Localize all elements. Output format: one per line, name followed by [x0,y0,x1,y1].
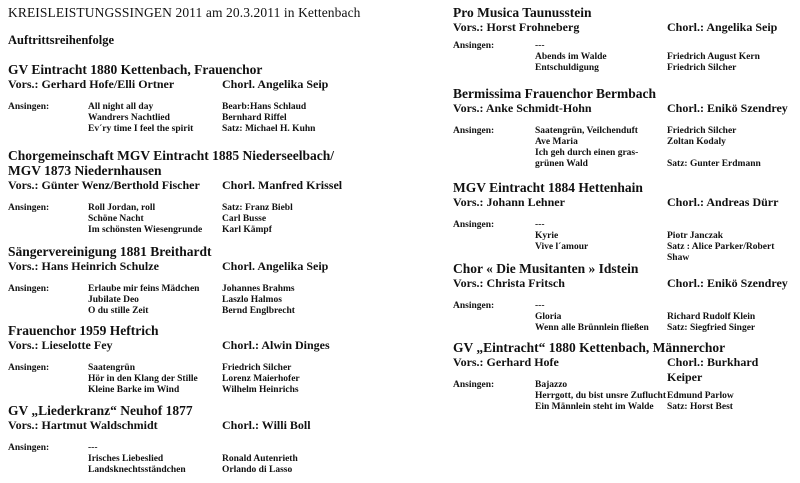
chair-person: Vors.: Günter Wenz/Berthold Fischer [8,178,200,192]
song-title: Ev´ry time I feel the spirit [88,124,194,134]
chair-person: Vors.: Anke Schmidt-Hohn [453,101,592,115]
song-title: Im schönsten Wiesengrunde [88,225,203,235]
song-row [8,113,392,124]
choir-director: Chorl. Angelika Seip [222,259,329,273]
song-row [8,225,392,236]
song-title: Herrgott, du bist unsre Zuflucht [535,391,666,401]
song-composer: Satz : Alice Parker/Robert Shaw [667,242,775,263]
song-title: Entschuldigung [535,63,599,73]
song-row [453,63,795,74]
song-title: All night all day [88,102,154,112]
choir-block [8,62,392,135]
song-composer: Richard Rudolf Klein [667,312,756,322]
ansingen-label: Ansingen: [453,220,495,230]
song-row [8,465,392,476]
song-row [8,454,392,465]
song-row [8,306,392,317]
choir-name: Frauenchor 1959 Heftrich [8,323,159,338]
chair-person: Vors.: Lieselotte Fey [8,338,113,352]
song-composer: Lorenz Maierhofer [222,374,300,384]
song-title: Jubilate Deo [88,295,139,305]
choir-name: MGV 1873 Niedernhausen [8,163,162,178]
song-row [453,242,795,263]
song-title: Saatengrün [88,363,135,373]
song-row [453,323,795,334]
choir-name: GV Eintracht 1880 Kettenbach, Frauenchor [8,62,263,77]
song-title: Irisches Liebeslied [88,454,164,464]
choir-block [453,180,795,263]
song-row [8,102,392,113]
song-row [453,231,795,242]
song-title: Wenn alle Brünnlein fließen [535,323,649,333]
choir-name: Sängervereinigung 1881 Breithardt [8,244,212,259]
song-title: Ein Männlein steht im Walde [535,402,654,412]
choir-name: Chor « Die Musitanten » Idstein [453,261,639,276]
choir-block [453,340,795,413]
song-composer: Friedrich Silcher [222,363,292,373]
song-composer: Friedrich August Kern [667,52,760,62]
director-row [453,276,795,291]
chair-person: Vors.: Hans Heinrich Schulze [8,259,159,273]
song-composer: Laszlo Halmos [222,295,282,305]
ansingen-label: Ansingen: [453,380,495,390]
song-row [8,295,392,306]
song-title: Kyrie [535,231,559,241]
director-row [8,259,392,274]
ansingen-label: Ansingen: [8,284,50,294]
song-title: --- [535,41,545,51]
song-composer: Zoltan Kodaly [667,137,726,147]
document-title: KREISLEISTUNGSSINGEN 2011 am 20.3.2011 in Kettenbach [8,5,361,20]
song-composer: Satz: Michael H. Kuhn [222,124,316,134]
choir-block [453,86,795,170]
director-row [453,20,795,35]
song-row [453,137,795,148]
song-composer: Friedrich Silcher [667,63,737,73]
ansingen-label: Ansingen: [8,203,50,213]
song-title: Gloria [535,312,562,322]
choir-block [453,5,795,74]
song-row [453,220,795,231]
choir-block [8,148,392,236]
song-composer: Orlando di Lasso [222,465,293,475]
choir-director: Chorl.: Alwin Dinges [222,338,330,352]
song-row [8,124,392,135]
song-title: Ich geh durch einen gras- [535,148,639,158]
song-title: Erlaube mir feins Mädchen [88,284,200,294]
song-title: Kleine Barke im Wind [88,385,180,395]
song-composer: Bernhard Riffel [222,113,287,123]
song-title: --- [535,301,545,311]
choir-director: Chorl.: Willi Boll [222,418,311,432]
song-row [453,402,795,413]
song-row [453,301,795,312]
choir-director: Chorl.: Andreas Dürr [667,195,779,209]
ansingen-label: Ansingen: [8,443,50,453]
song-composer: Carl Busse [222,214,267,224]
song-title: Hör in den Klang der Stille [88,374,198,384]
choir-director: Chorl.: Angelika Seip [667,20,778,34]
choir-director: Chorl.: Enikö Szendrey [667,276,788,290]
chair-person: Vors.: Horst Frohneberg [453,20,580,34]
choir-director: Chorl. Angelika Seip [222,77,329,91]
director-row [453,101,795,116]
song-row [453,159,795,170]
song-row [453,52,795,63]
choir-director: Chorl. Manfred Krissel [222,178,343,192]
song-title: --- [88,443,98,453]
director-row [453,195,795,210]
choir-block [8,244,392,317]
director-row [8,338,392,353]
director-row [453,355,795,384]
song-composer: Bernd Englbrecht [222,306,295,316]
song-row [453,312,795,323]
choir-director: Chorl.: Burkhard Keiper [667,355,759,384]
choir-block [8,323,392,396]
song-title: Abends im Walde [535,52,607,62]
song-title: Wandrers Nachtlied [88,113,170,123]
ansingen-label: Ansingen: [453,126,495,136]
song-row [8,284,392,295]
song-title: Landsknechtsständchen [88,465,186,475]
song-row [8,443,392,454]
song-composer: Johannes Brahms [222,284,295,294]
choir-block [453,261,795,334]
song-composer: Satz: Siegfried Singer [667,323,756,333]
chair-person: Vors.: Hartmut Waldschmidt [8,418,158,432]
song-composer: Bearb:Hans Schlaud [222,102,307,112]
director-row [8,418,392,433]
choir-name: MGV Eintracht 1884 Hettenhain [453,180,643,195]
song-title: Vive l´amour [535,242,589,252]
choir-block [8,403,392,476]
song-title: grünen Wald [535,159,588,169]
choir-director: Chorl.: Enikö Szendrey [667,101,788,115]
choir-name: GV „Eintracht“ 1880 Kettenbach, Männerchor [453,340,726,355]
choir-name: GV „Liederkranz“ Neuhof 1877 [8,403,193,418]
song-composer: Edmund Parlow [667,391,734,401]
song-row [453,41,795,52]
ansingen-label: Ansingen: [8,363,50,373]
choir-name: Pro Musica Taunusstein [453,5,592,20]
ansingen-label: Ansingen: [8,102,50,112]
song-row [453,148,795,159]
song-row [8,363,392,374]
song-composer: Satz: Franz Biebl [222,203,293,213]
ansingen-label: Ansingen: [453,301,495,311]
song-row [453,126,795,137]
song-row [8,214,392,225]
song-title: Schöne Nacht [88,214,144,224]
song-composer: Satz: Horst Best [667,402,733,412]
song-composer: Friedrich Silcher [667,126,737,136]
song-title: O du stille Zeit [88,306,149,316]
choir-name: Bermissima Frauenchor Bermbach [453,86,656,101]
song-row [8,374,392,385]
song-composer: Karl Kämpf [222,225,272,235]
chair-person: Vors.: Christa Fritsch [453,276,565,290]
song-composer: Satz: Gunter Erdmann [667,159,761,169]
song-title: Ave Maria [535,137,578,147]
choir-name: Chorgemeinschaft MGV Eintracht 1885 Niederseelbach/ [8,148,334,163]
song-row [453,391,795,402]
song-composer: Ronald Autenrieth [222,454,298,464]
song-composer: Piotr Janczak [667,231,724,241]
song-row [8,385,392,396]
director-row [8,77,392,92]
song-row [453,380,795,391]
song-title: Roll Jordan, roll [88,203,156,213]
chair-person: Vors.: Gerhard Hofe/Elli Ortner [8,77,175,91]
song-composer: Wilhelm Heinrichs [222,385,299,395]
director-row [8,178,392,193]
song-title: Bajazzo [535,380,568,390]
document-subtitle: Auftrittsreihenfolge [8,33,114,47]
chair-person: Vors.: Johann Lehner [453,195,565,209]
song-row [8,203,392,214]
song-title: --- [535,220,545,230]
song-title: Saatengrün, Veilchenduft [535,126,638,136]
ansingen-label: Ansingen: [453,41,495,51]
chair-person: Vors.: Gerhard Hofe [453,355,559,369]
